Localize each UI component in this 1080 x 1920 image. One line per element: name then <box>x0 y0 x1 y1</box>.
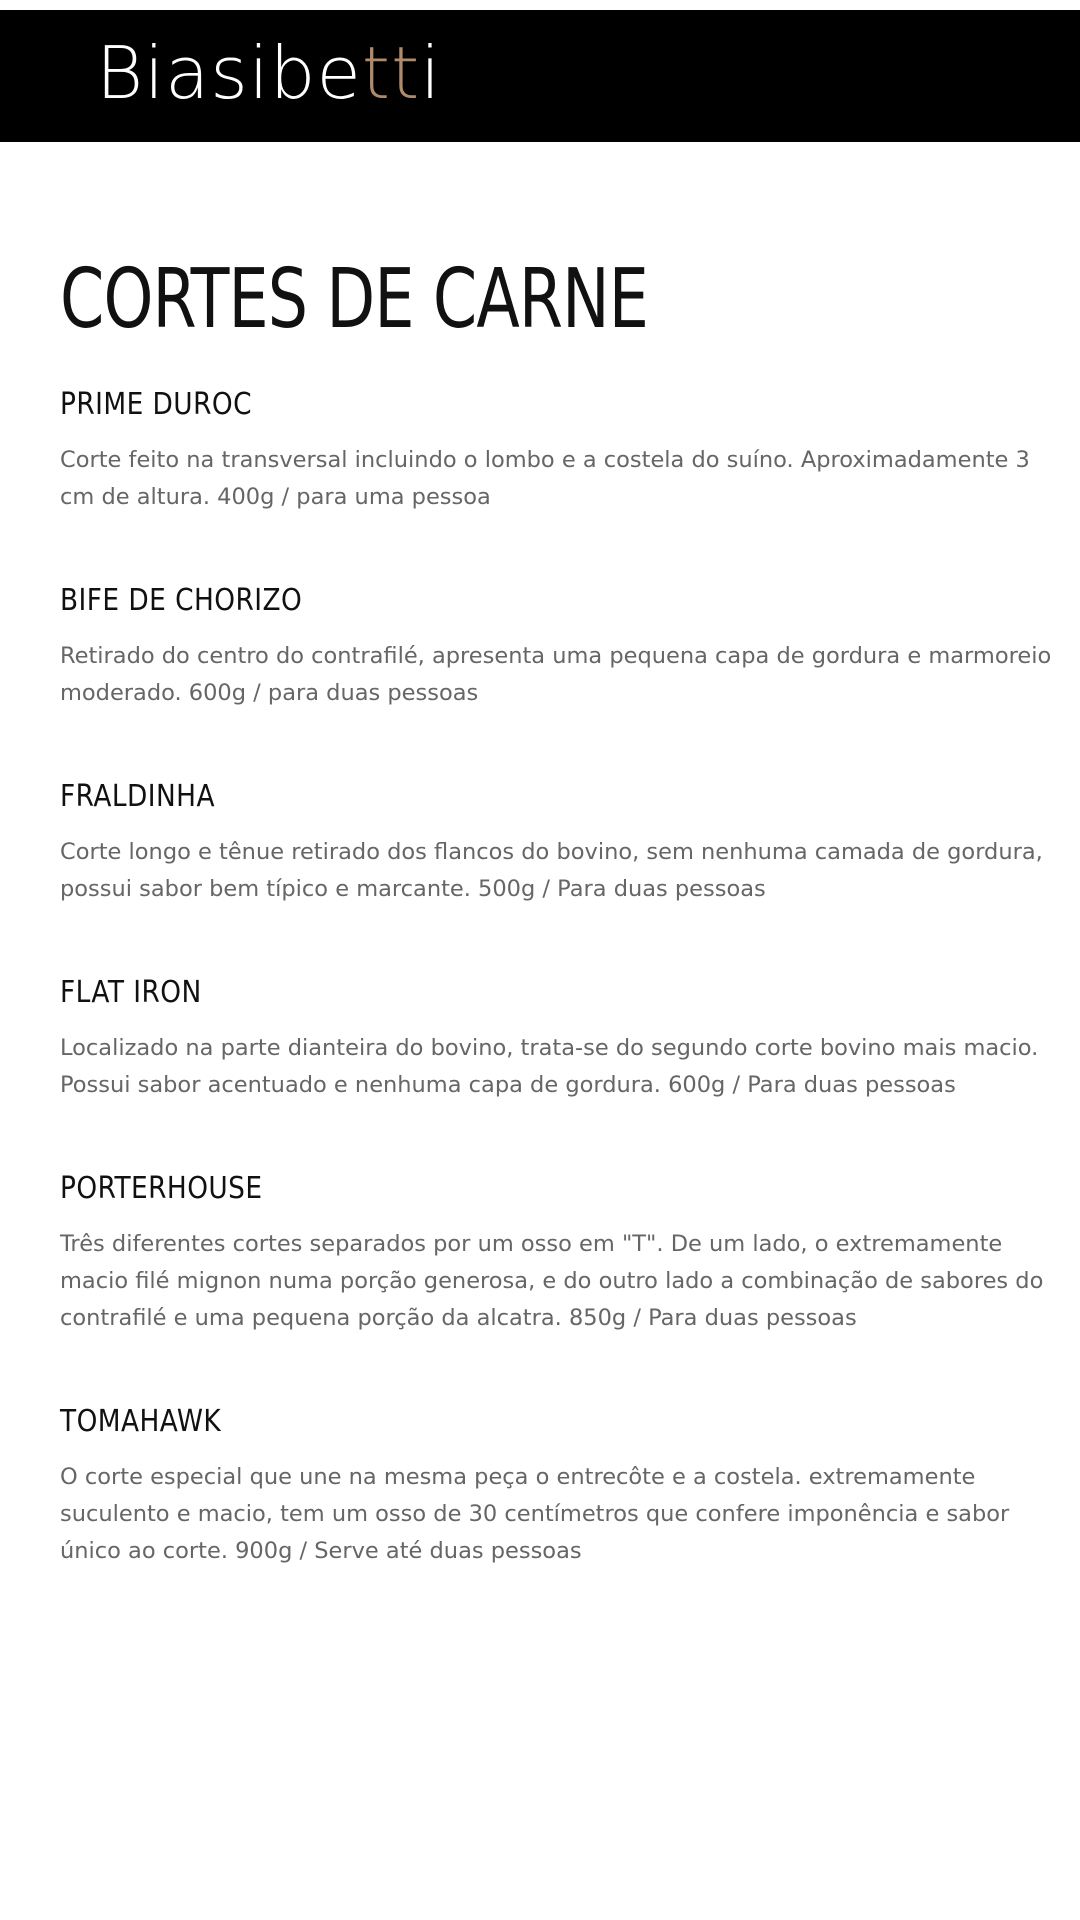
cut-item-porterhouse <box>60 1170 1060 1337</box>
cuts-list <box>60 386 1060 1636</box>
cut-item-flat-iron <box>60 974 1060 1104</box>
cut-name: BIFE DE CHORIZO <box>60 583 303 618</box>
brand-logo[interactable] <box>96 28 441 118</box>
site-header <box>0 10 1080 142</box>
cut-description: Corte feito na transversal incluindo o lombo e a costela do suíno. Aproximadamente 3 cm de altura. 400g / para uma pessoa <box>60 447 1030 510</box>
cut-description: Localizado na parte dianteira do bovino, trata-se do segundo corte bovino mais macio. Possui sabor acentuado e nenhuma capa de gordura. 600g / Para duas pessoas <box>60 1035 1039 1098</box>
cut-description: Retirado do centro do contrafilé, apresenta uma pequena capa de gordura e marmoreio moderado. 600g / para duas pessoas <box>60 643 1052 706</box>
top-strip <box>0 0 1080 10</box>
logo-text-accent: tt <box>361 31 421 115</box>
cut-name: TOMAHAWK <box>60 1404 222 1439</box>
cut-item-fraldinha <box>60 778 1060 908</box>
cut-name: PRIME DUROC <box>60 387 252 422</box>
cut-name: PORTERHOUSE <box>60 1171 263 1206</box>
cut-item-prime-duroc <box>60 386 1060 516</box>
cut-item-tomahawk <box>60 1403 1060 1570</box>
cut-description: Três diferentes cortes separados por um osso em "T". De um lado, o extremamente macio filé mignon numa porção generosa, e do outro lado a combinação de sabores do contrafilé e uma pequena porção da alcatra. 850g / Para duas pessoas <box>60 1231 1044 1331</box>
cut-name: FRALDINHA <box>60 779 215 814</box>
cut-description: O corte especial que une na mesma peça o entrecôte e a costela. extremamente suculento e macio, tem um osso de 30 centímetros que confere imponência e sabor único ao corte. 900g / Serve até duas pessoas <box>60 1464 1010 1564</box>
cut-item-bife-de-chorizo <box>60 582 1060 712</box>
cut-description: Corte longo e tênue retirado dos flancos do bovino, sem nenhuma camada de gordura, possui sabor bem típico e marcante. 500g / Para duas pessoas <box>60 839 1043 902</box>
logo-text-main: Biasibe <box>96 31 362 115</box>
logo-text-end: i <box>420 31 442 115</box>
page-title: CORTES DE CARNE <box>60 252 648 347</box>
cut-name: FLAT IRON <box>60 975 202 1010</box>
